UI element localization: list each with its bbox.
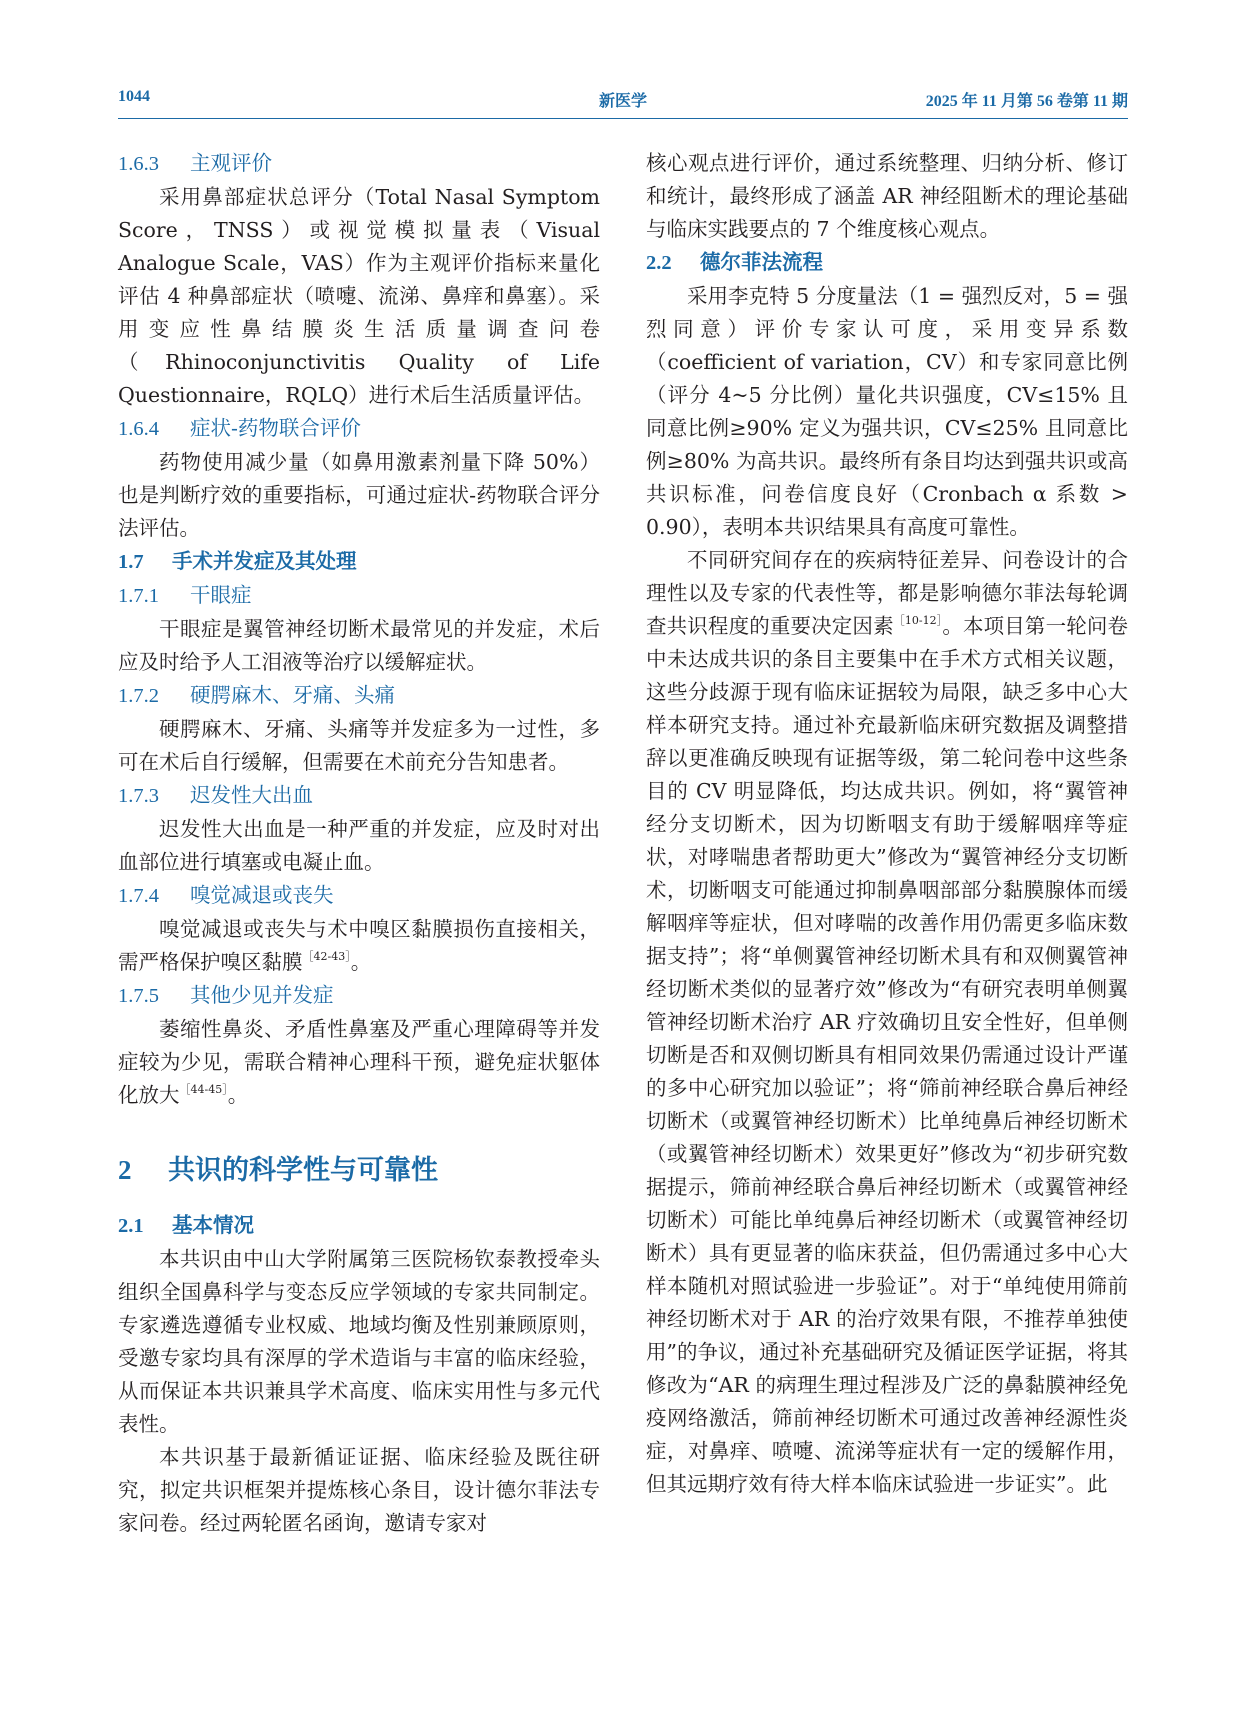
subsection-1-7-3-heading: 1.7.3 迟发性大出血 [118, 783, 313, 807]
running-header [118, 88, 1128, 119]
subsection-1-7-4-heading: 1.7.4 嗅觉减退或丧失 [118, 883, 334, 907]
right-column [646, 147, 1128, 1501]
subsection-1-7-1-heading: 1.7.1 干眼症 [118, 583, 252, 607]
paragraph-1-6-4: 药物使用减少量（如鼻用激素剂量下降 50%）也是判断疗效的重要指标，可通过症状-药物联合评分法评估。 [118, 450, 600, 540]
subsection-1-7-5-heading: 1.7.5 其他少见并发症 [118, 983, 334, 1007]
paragraph-2-1-a: 本共识由中山大学附属第三医院杨钦泰教授牵头组织全国鼻科学与变态反应学领域的专家共同制定。专家遴选遵循专业权威、地域均衡及性别兼顾原则，受邀专家均具有深厚的学术造诣与丰富的临床经验，从而保证本共识兼具学术高度、临床实用性与多元代表性。 [118, 1247, 600, 1436]
issue-info: 2025 年 11 月第 56 卷第 11 期 [925, 93, 1128, 110]
journal-name: 新医学 [598, 93, 648, 110]
page-number: 1044 [118, 88, 150, 105]
paragraph-1-7-2: 硬腭麻木、牙痛、头痛等并发症多为一过性，多可在术后自行缓解，但需要在术前充分告知患者。 [118, 717, 600, 774]
left-column [118, 147, 600, 1540]
subsection-1-6-3-heading: 1.6.3 主观评价 [118, 151, 272, 175]
paragraph-1-7-1: 干眼症是翼管神经切断术最常见的并发症，术后应及时给予人工泪液等治疗以缓解症状。 [118, 617, 600, 674]
subsection-1-6-4-heading: 1.6.4 症状-药物联合评价 [118, 416, 361, 440]
citation-44-45: ［44-45］ [179, 1083, 228, 1096]
paragraph-2-1-continued: 核心观点进行评价，通过系统整理、归纳分析、修订和统计，最终形成了涵盖 AR 神经阻断术的理论基础与临床实践要点的 7 个维度核心观点。 [646, 151, 1128, 241]
section-2-2-heading: 2.2 德尔菲法流程 [646, 250, 823, 274]
paragraph-2-1-b: 本共识基于最新循证证据、临床经验及既往研究，拟定共识框架并提炼核心条目，设计德尔菲法专家问卷。经过两轮匿名函询，邀请专家对 [118, 1445, 600, 1535]
section-2-heading: 2 共识的科学性与可靠性 [118, 1155, 438, 1186]
paragraph-1-7-5: 萎缩性鼻炎、矛盾性鼻塞及严重心理障碍等并发症较为少见，需联合精神心理科干预，避免症状躯体化放大$^{[44-45]}$。 [118, 1017, 600, 1107]
paragraph-1-6-3: 采用鼻部症状总评分（Total Nasal Symptom Score，TNSS）或视觉模拟量表（Visual Analogue Scale，VAS）作为主观评价指标来量化评估 4 种鼻部症状（喷嚏、流涕、鼻痒和鼻塞）。采用变应性鼻结膜炎生活质量调查问卷（Rhinoconjunctivitis Quality of Life Questionnaire，RQLQ）进行术后生活质量评估。 [118, 185, 600, 407]
citation-10-12: ［10-12］ [893, 614, 943, 627]
section-1-7-heading: 1.7 手术并发症及其处理 [118, 549, 357, 573]
paragraph-2-2-b: 不同研究间存在的疾病特征差异、问卷设计的合理性以及专家的代表性等，都是影响德尔菲法每轮调查共识程度的重要决定因素$^{[10-12]}$。本项目第一轮问卷中未达成共识的条目主要集中在手术方式相关议题，这些分歧源于现有临床证据较为局限，缺乏多中心大样本研究支持。通过补充最新临床研究数据及调整措辞以更准确反映现有证据等级，第二轮问卷中这些条目的 CV 明显降低，均达成共识。例如，将“翼管神经分支切断术，因为切断咽支有助于缓解咽痒等症状，对哮喘患者帮助更大”修改为“翼管神经分支切断术，切断咽支可能通过抑制鼻咽部部分黏膜腺体而缓解咽痒等症状，但对哮喘的改善作用仍需更多临床数据支持”；将“单侧翼管神经切断术具有和双侧翼管神经切断术类似的显著疗效”修改为“有研究表明单侧翼管神经切断术治疗 AR 疗效确切且安全性好，但单侧切断是否和双侧切断具有相同效果仍需通过设计严谨的多中心研究加以验证”；将“筛前神经联合鼻后神经切断术（或翼管神经切断术）比单纯鼻后神经切断术（或翼管神经切断术）效果更好”修改为“初步研究数据提示，筛前神经联合鼻后神经切断术（或翼管神经切断术）可能比单纯鼻后神经切断术（或翼管神经切断术）具有更显著的临床获益，但仍需通过多中心大样本随机对照试验进一步验证”。对于“单纯使用筛前神经切断术对于 AR 的治疗效果有限，不推荐单独使用”的争议，通过补充基础研究及循证医学证据，将其修改为“AR 的病理生理过程涉及广泛的鼻黏膜神经免疫网络激活，筛前神经切断术可通过改善神经源性炎症，对鼻痒、喷嚏、流涕等症状有一定的缓解作用，但其远期疗效有待大样本临床试验进一步证实”。此 [646, 548, 1129, 1496]
paragraph-1-7-4: 嗅觉减退或丧失与术中嗅区黏膜损伤直接相关，需严格保护嗅区黏膜$^{[42-43]}$。 [118, 917, 600, 974]
section-2-1-heading: 2.1 基本情况 [118, 1213, 254, 1237]
citation-42-43: ［42-43］ [302, 950, 351, 963]
paragraph-2-2-a: 采用李克特 5 分度量法（1 = 强烈反对，5 = 强烈同意）评价专家认可度，采用变异系数（coefficient of variation，CV）和专家同意比例（评分 4~5 分比例）量化共识强度，CV≤15% 且同意比例≥90% 定义为强共识，CV≤25% 且同意比例≥80% 为高共识。最终所有条目均达到强共识或高共识标准，问卷信度良好（Cronbach α 系数 > 0.90），表明本共识结果具有高度可靠性。 [646, 284, 1128, 539]
subsection-1-7-2-heading: 1.7.2 硬腭麻木、牙痛、头痛 [118, 683, 395, 707]
paragraph-1-7-3: 迟发性大出血是一种严重的并发症，应及时对出血部位进行填塞或电凝止血。 [118, 817, 600, 874]
